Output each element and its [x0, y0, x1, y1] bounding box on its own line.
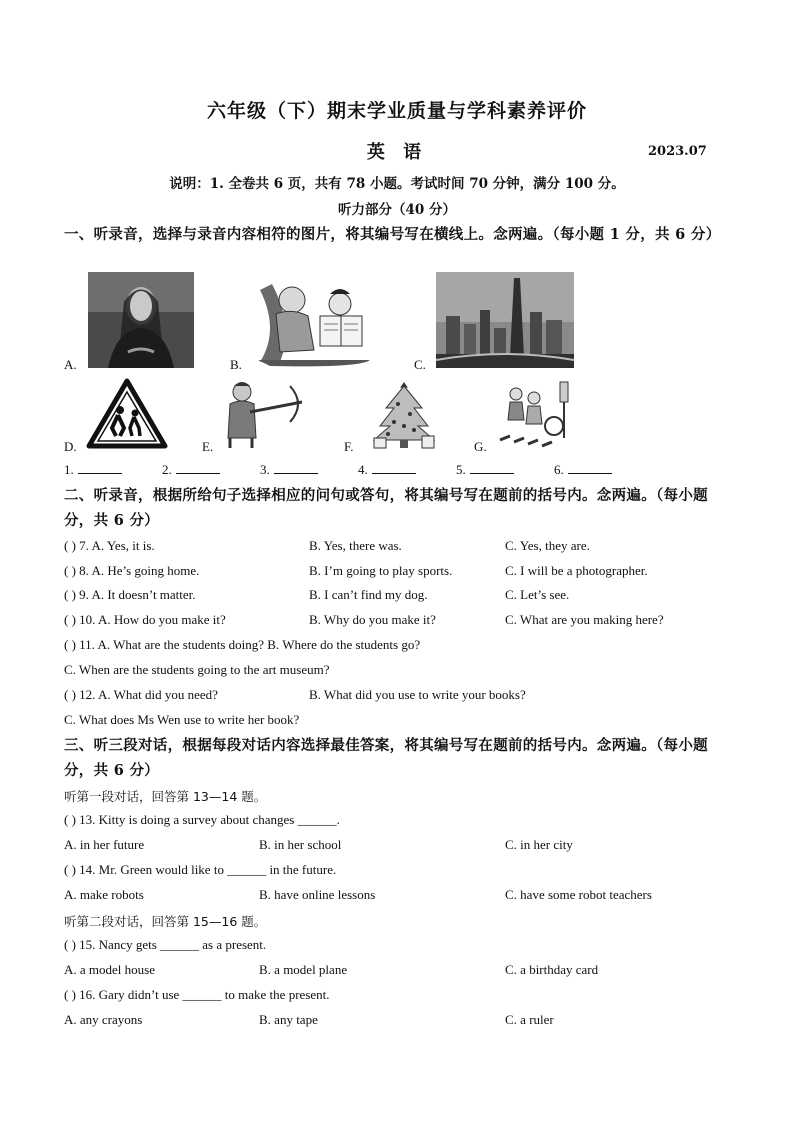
- question-14-option-b: B. have online lessons: [259, 887, 376, 902]
- question-8-option-c: C. I will be a photographer.: [505, 563, 648, 578]
- picture-man-with-bow: [220, 378, 308, 450]
- answer-blank-2[interactable]: 2.: [162, 462, 220, 478]
- question-7-stem: ( ) 7. A. Yes, it is.: [64, 538, 155, 553]
- question-15-option-a: A. a model house: [64, 962, 155, 977]
- question-9-option-c: C. Let’s see.: [505, 587, 570, 602]
- question-15-stem: ( ) 15. Nancy gets ______ as a present.: [64, 937, 267, 952]
- question-10-option-b: B. Why do you make it?: [309, 612, 436, 627]
- picture-mona-lisa: [88, 272, 194, 368]
- picture-label-e: E.: [202, 439, 214, 454]
- section3-heading: 三、听三段对话，根据每段对话内容选择最佳答案，将其编号写在题前的括号内。念两遍。（每小题分，共 6 分）: [64, 737, 708, 779]
- dialogue-2-instruction: 听第二段对话，回答第 15—16 题。: [64, 914, 267, 929]
- picture-kids-crossing-road: [494, 378, 574, 450]
- question-12-option-b: B. What did you use to write your books?: [309, 687, 526, 702]
- question-15-option-c: C. a birthday card: [505, 962, 599, 977]
- question-16-option-b: B. any tape: [259, 1012, 318, 1027]
- question-16-stem: ( ) 16. Gary didn’t use ______ to make the present.: [64, 987, 330, 1002]
- question-8-option-b: B. I’m going to play sports.: [309, 563, 453, 578]
- question-13-option-c: C. in her city: [505, 837, 573, 852]
- question-9-stem: ( ) 9. A. It doesn’t matter.: [64, 587, 196, 602]
- picture-christmas-tree: [368, 378, 440, 450]
- question-14-option-a: A. make robots: [64, 887, 144, 902]
- question-10-stem: ( ) 10. A. How do you make it?: [64, 612, 226, 627]
- answer-blank-6[interactable]: 6.: [554, 462, 612, 478]
- question-7-option-b: B. Yes, there was.: [309, 538, 402, 553]
- question-12-line2: C. What does Ms Wen use to write her book?: [64, 712, 300, 727]
- question-15-option-b: B. a model plane: [259, 962, 348, 977]
- picture-city-skyline: [436, 272, 574, 368]
- picture-label-d: D.: [64, 439, 77, 454]
- dialogue-1-instruction: 听第一段对话，回答第 13—14 题。: [64, 789, 267, 804]
- section1-heading: 一、听录音，选择与录音内容相符的图片，将其编号写在横线上。念两遍。（每小题 1 分，共 6 分）: [64, 226, 721, 243]
- question-14-option-c: C. have some robot teachers: [505, 887, 652, 902]
- picture-school-crossing-sign: [86, 378, 168, 450]
- exam-date: 2023.07: [648, 144, 707, 159]
- answer-blank-1[interactable]: 1.: [64, 462, 122, 478]
- answer-blank-3[interactable]: 3.: [260, 462, 318, 478]
- exam-instructions: 说明：1. 全卷共 6 页，共有 78 小题。考试时间 70 分钟，满分 100 分。: [169, 176, 625, 192]
- picture-label-g: G.: [474, 439, 487, 454]
- picture-label-c: C.: [414, 357, 426, 372]
- question-11-line1: ( ) 11. A. What are the students doing? B. Where do the students go?: [64, 637, 421, 652]
- answer-blank-4[interactable]: 4.: [358, 462, 416, 478]
- section2-heading: 二、听录音，根据所给句子选择相应的问句或答句，将其编号写在题前的括号内。念两遍。（每小题分，共 6 分）: [64, 487, 708, 529]
- question-13-option-b: B. in her school: [259, 837, 342, 852]
- question-16-option-a: A. any crayons: [64, 1012, 143, 1027]
- listening-part-heading: 听力部分（40 分）: [338, 202, 456, 218]
- question-12-stem: ( ) 12. A. What did you need?: [64, 687, 218, 702]
- picture-label-f: F.: [344, 439, 354, 454]
- question-8-stem: ( ) 8. A. He’s going home.: [64, 563, 200, 578]
- question-13-stem: ( ) 13. Kitty is doing a survey about changes ______.: [64, 812, 340, 827]
- question-16-option-c: C. a ruler: [505, 1012, 554, 1027]
- subject-title: 英 语: [366, 142, 428, 163]
- picture-label-a: A.: [64, 357, 77, 372]
- answer-blank-5[interactable]: 5.: [456, 462, 514, 478]
- exam-title: 六年级（下）期末学业质量与学科素养评价: [206, 100, 587, 122]
- question-9-option-b: B. I can’t find my dog.: [309, 587, 428, 602]
- question-11-line2: C. When are the students going to the art museum?: [64, 662, 330, 677]
- picture-grandpa-reading: [250, 270, 378, 368]
- question-14-stem: ( ) 14. Mr. Green would like to ______ in the future.: [64, 862, 337, 877]
- question-10-option-c: C. What are you making here?: [505, 612, 664, 627]
- question-7-option-c: C. Yes, they are.: [505, 538, 590, 553]
- picture-label-b: B.: [230, 357, 242, 372]
- question-13-option-a: A. in her future: [64, 837, 145, 852]
